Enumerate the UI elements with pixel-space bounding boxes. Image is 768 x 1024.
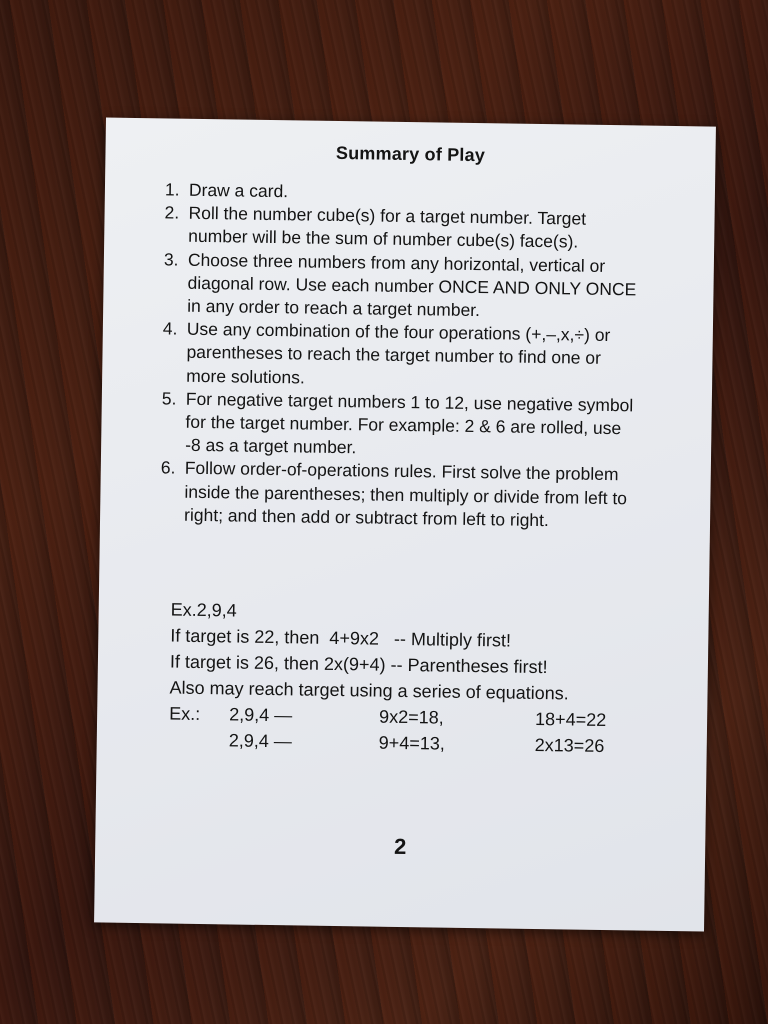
equation-step-2: 18+4=22 [534, 708, 607, 731]
equation-label: Ex.: [169, 703, 201, 724]
step-number: 3. [163, 249, 179, 270]
step-item [163, 248, 644, 325]
step-text: For negative target numbers 1 to 12, use negative symbol for the target number. For example: 2 & 6 are rolled, use -8 as a target number. [185, 388, 634, 458]
step-number: 5. [161, 388, 177, 409]
example-block [169, 597, 671, 760]
example-line-multiply: If target is 22, then 4+9x2 -- Multiply first! [170, 625, 512, 651]
step-item [164, 202, 645, 256]
step-item [161, 387, 642, 464]
equation-step-1: 9+4=13, [378, 732, 445, 754]
step-number: 2. [164, 202, 180, 223]
step-text: Follow order-of-operations rules. First solve the problem inside the parentheses; then multiply or divide from left to right; and then add or subtract from left to right. [183, 458, 628, 530]
step-text: Choose three numbers from any horizontal, vertical or diagonal row. Use each number ONCE AND ONLY ONCE in any order to reach a target number. [187, 249, 637, 321]
step-number: 4. [162, 318, 178, 339]
step-text: Roll the number cube(s) for a target number. Target number will be the sum of number cube(s) face(s). [188, 202, 587, 252]
equation-step-2: 2x13=26 [534, 734, 605, 756]
step-item [160, 457, 641, 534]
page-number: 2 [393, 833, 407, 860]
example-line-parentheses: If target is 26, then 2x(9+4) -- Parentheses first! [169, 651, 548, 678]
page-title: Summary of Play [335, 142, 486, 166]
step-item [162, 318, 643, 395]
steps-list [160, 178, 645, 533]
equation-numbers: 2,9,4 — [229, 704, 293, 726]
rules-page [94, 118, 716, 932]
step-number: 1. [164, 179, 180, 200]
step-number: 6. [160, 457, 176, 479]
step-text: Use any combination of the four operations (+,–,x,÷) or parentheses to reach the target number to find one or more solutions. [186, 318, 611, 388]
equation-step-1: 9x2=18, [378, 706, 444, 728]
step-text: Draw a card. [188, 179, 289, 202]
equation-numbers: 2,9,4 — [228, 730, 292, 752]
example-line-series: Also may reach target using a series of equations. [169, 677, 569, 704]
example-header: Ex.2,9,4 [170, 599, 237, 621]
